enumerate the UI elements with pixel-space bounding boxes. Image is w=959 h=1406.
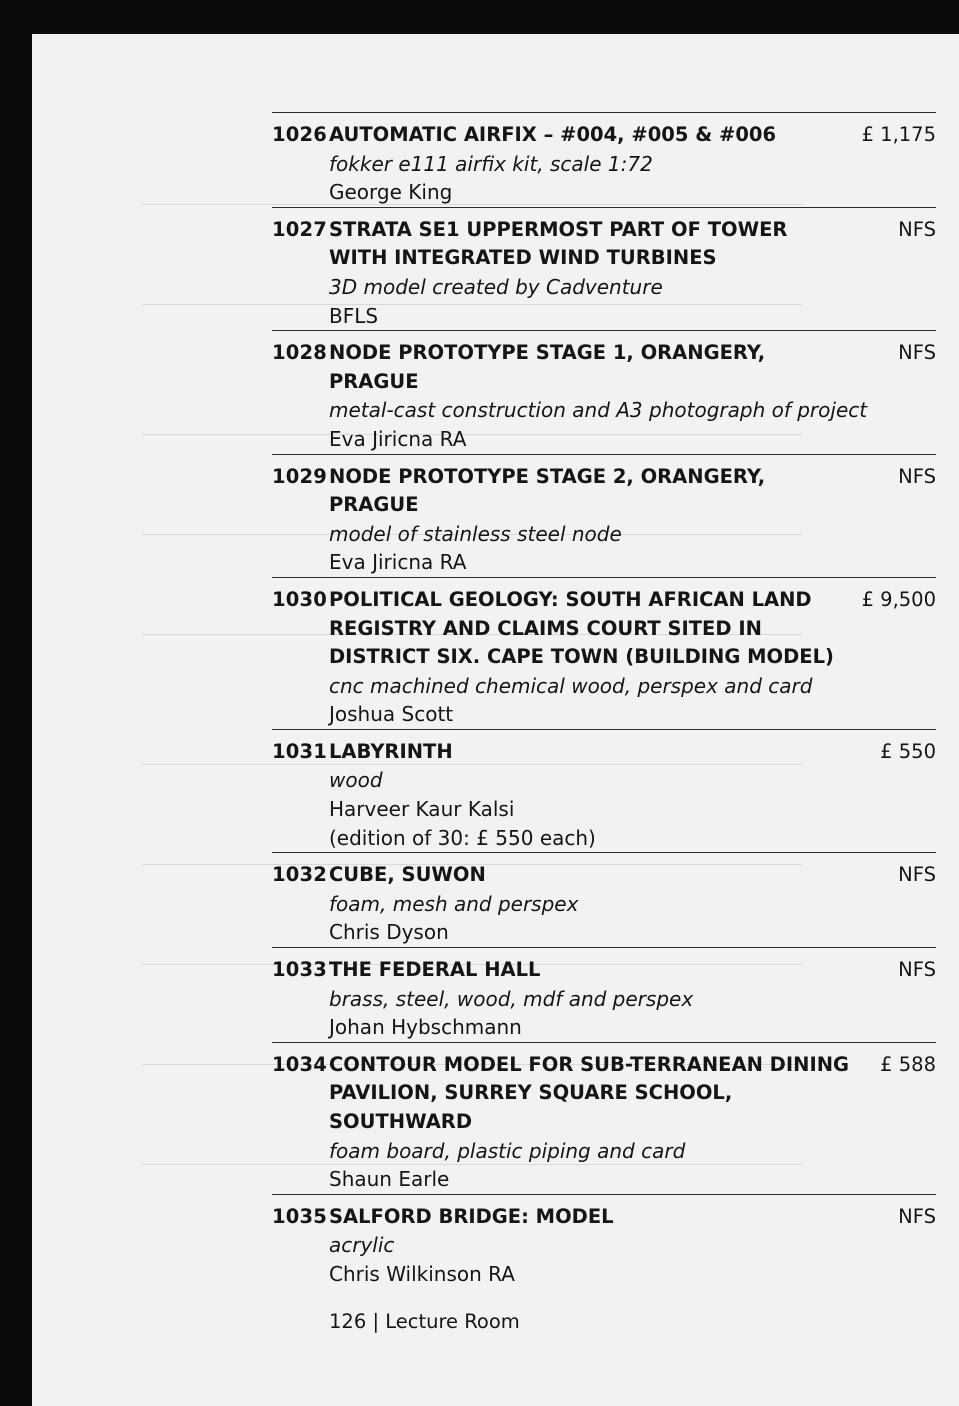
page-number: 126 (329, 1310, 367, 1333)
entry-number: 1032 (272, 863, 328, 887)
entry-medium: foam, mesh and perspex (329, 891, 579, 916)
entry-title: POLITICAL GEOLOGY: SOUTH AFRICAN LAND REGISTRY AND CLAIMS COURT SITED IN DISTRICT SIX. CAPE TOWN (BUILDING MODEL) (329, 587, 834, 669)
catalogue-entry (272, 454, 936, 577)
entry-artist: Eva Jiricna RA (329, 426, 467, 451)
catalogue-entry (272, 1194, 936, 1289)
entry-number: 1033 (272, 958, 328, 982)
entry-price: NFS (898, 1204, 936, 1228)
entry-number: 1026 (272, 123, 328, 146)
footer-separator: | (372, 1310, 380, 1333)
entry-number: 1035 (272, 1204, 328, 1228)
entry-title: AUTOMATIC AIRFIX – #004, #005 & #006 (329, 123, 777, 146)
entry-number: 1034 (272, 1052, 328, 1076)
entry-number: 1031 (272, 739, 328, 763)
entry-artist: George King (329, 180, 453, 205)
catalogue-entry (272, 852, 936, 947)
catalogue-page (32, 34, 959, 1406)
catalogue-entry (272, 1042, 936, 1194)
entry-artist: Joshua Scott (329, 702, 454, 727)
entry-medium: model of stainless steel node (329, 521, 622, 546)
page-footer (329, 1310, 520, 1333)
entry-artist: Chris Dyson (329, 920, 449, 945)
entry-price: £ 9,500 (861, 587, 936, 611)
entry-medium: fokker e111 airfix kit, scale 1:72 (329, 151, 653, 176)
entry-artist: Harveer Kaur Kalsi (329, 797, 515, 822)
entry-medium: foam board, plastic piping and card (329, 1138, 686, 1163)
catalogue-entry (272, 330, 936, 453)
catalogue-list (272, 112, 936, 1289)
entry-title: CONTOUR MODEL FOR SUB-TERRANEAN DINING PAVILION, SURREY SQUARE SCHOOL, SOUTHWARD (329, 1052, 850, 1133)
entry-title: NODE PROTOTYPE STAGE 1, ORANGERY, PRAGUE (329, 341, 766, 393)
entry-medium: brass, steel, wood, mdf and perspex (329, 986, 694, 1011)
entry-number: 1029 (272, 464, 328, 488)
entry-medium: 3D model created by Cadventure (329, 274, 663, 299)
entry-title: CUBE, SUWON (329, 863, 486, 887)
catalogue-entry (272, 577, 936, 729)
entry-artist: Shaun Earle (329, 1167, 450, 1192)
entry-price: £ 588 (880, 1052, 936, 1076)
catalogue-entry (272, 729, 936, 852)
entry-title: STRATA SE1 UPPERMOST PART OF TOWER WITH INTEGRATED WIND TURBINES (329, 217, 788, 270)
entry-price: NFS (898, 217, 936, 241)
entry-price: NFS (898, 958, 936, 982)
entry-price: NFS (898, 464, 936, 488)
entry-title: NODE PROTOTYPE STAGE 2, ORANGERY, PRAGUE (329, 464, 766, 517)
entry-price: £ 550 (880, 739, 936, 763)
entry-title: SALFORD BRIDGE: MODEL (329, 1204, 614, 1228)
entry-title: LABYRINTH (329, 739, 453, 763)
entry-price: £ 1,175 (861, 123, 936, 146)
entry-medium: cnc machined chemical wood, perspex and card (329, 673, 813, 698)
entry-title: THE FEDERAL HALL (329, 958, 541, 982)
entry-artist: Johan Hybschmann (329, 1015, 522, 1040)
section-name: Lecture Room (385, 1310, 520, 1333)
entry-number: 1028 (272, 341, 328, 365)
entry-price: NFS (898, 341, 936, 365)
catalogue-entry (272, 112, 936, 207)
entry-number: 1030 (272, 587, 328, 611)
entry-edition-note: (edition of 30: £ 550 each) (329, 825, 596, 850)
catalogue-entry (272, 947, 936, 1042)
entry-artist: BFLS (329, 303, 379, 328)
entry-price: NFS (898, 863, 936, 887)
catalogue-entry (272, 207, 936, 330)
entry-artist: Chris Wilkinson RA (329, 1261, 515, 1286)
entry-number: 1027 (272, 217, 328, 241)
entry-artist: Eva Jiricna RA (329, 550, 467, 575)
entry-medium: wood (329, 768, 383, 793)
entry-medium: acrylic (329, 1233, 395, 1258)
entry-medium: metal-cast construction and A3 photograph of project (329, 398, 868, 423)
